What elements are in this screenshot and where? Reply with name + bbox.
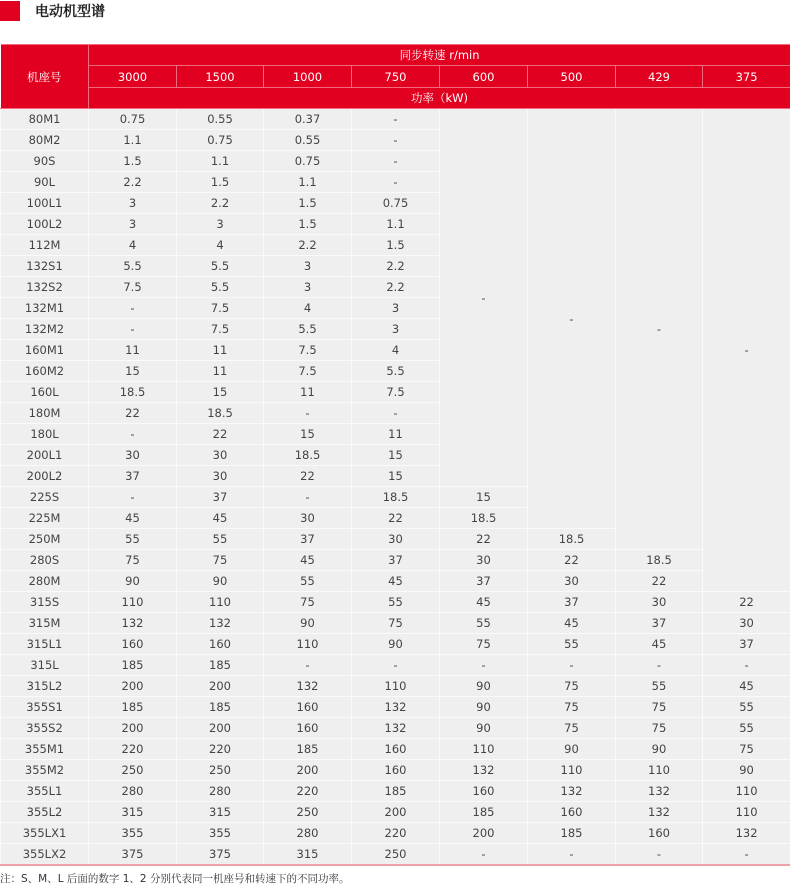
power-cell: 4 <box>177 235 264 256</box>
model-cell: 80M2 <box>1 130 89 151</box>
model-cell: 180M <box>1 403 89 424</box>
model-cell: 160M2 <box>1 361 89 382</box>
power-cell: 30 <box>440 550 528 571</box>
model-cell: 355S2 <box>1 718 89 739</box>
power-cell: 18.5 <box>89 382 177 403</box>
speed-header-600: 600 <box>440 66 528 88</box>
power-cell: 37 <box>616 613 703 634</box>
power-cell: 160 <box>440 781 528 802</box>
power-cell: 110 <box>616 760 703 781</box>
power-cell: - <box>352 403 440 424</box>
power-cell: 185 <box>264 739 352 760</box>
power-cell: 132 <box>528 781 616 802</box>
power-cell: 90 <box>440 676 528 697</box>
merged-cell-500: - <box>528 109 616 529</box>
power-cell: 375 <box>177 844 264 866</box>
power-cell: 0.75 <box>89 109 177 130</box>
power-cell: 55 <box>703 697 790 718</box>
power-cell: - <box>352 655 440 676</box>
power-cell: 30 <box>703 613 790 634</box>
power-cell: 250 <box>264 802 352 823</box>
table-row <box>1 592 790 613</box>
power-cell: 1.1 <box>352 214 440 235</box>
table-row <box>1 676 790 697</box>
power-cell: 90 <box>89 571 177 592</box>
power-cell: 110 <box>703 781 790 802</box>
power-cell: 110 <box>703 802 790 823</box>
power-cell: 132 <box>616 781 703 802</box>
table-body <box>1 109 790 866</box>
power-cell: 110 <box>528 760 616 781</box>
power-unit-header: 功率（kW) <box>89 88 790 109</box>
power-cell: - <box>352 130 440 151</box>
power-cell: 22 <box>264 466 352 487</box>
power-cell: 11 <box>264 382 352 403</box>
power-cell: 45 <box>703 676 790 697</box>
power-cell: 1.5 <box>177 172 264 193</box>
power-cell: 1.5 <box>352 235 440 256</box>
model-cell: 100L2 <box>1 214 89 235</box>
power-cell: - <box>89 298 177 319</box>
power-cell: 15 <box>440 487 528 508</box>
power-cell: 37 <box>703 634 790 655</box>
table-row <box>1 571 790 592</box>
power-cell: - <box>616 655 703 676</box>
power-cell: 250 <box>89 760 177 781</box>
power-cell: 200 <box>264 760 352 781</box>
power-cell: 75 <box>528 697 616 718</box>
power-cell: 90 <box>440 697 528 718</box>
model-cell: 250M <box>1 529 89 550</box>
power-cell: 15 <box>89 361 177 382</box>
power-cell: - <box>89 487 177 508</box>
power-cell: 280 <box>89 781 177 802</box>
power-cell: 220 <box>264 781 352 802</box>
power-cell: 2.2 <box>177 193 264 214</box>
merged-cell-600: - <box>440 109 528 487</box>
power-cell: 30 <box>177 466 264 487</box>
power-cell: 1.1 <box>264 172 352 193</box>
power-cell: - <box>264 487 352 508</box>
power-cell: 55 <box>352 592 440 613</box>
power-cell: 220 <box>177 739 264 760</box>
power-cell: 5.5 <box>264 319 352 340</box>
table-row <box>1 613 790 634</box>
power-cell: 55 <box>616 676 703 697</box>
power-cell: 4 <box>352 340 440 361</box>
power-cell: 132 <box>264 676 352 697</box>
power-cell: 15 <box>177 382 264 403</box>
power-cell: 7.5 <box>352 382 440 403</box>
power-cell: 22 <box>177 424 264 445</box>
model-cell: 200L2 <box>1 466 89 487</box>
model-cell: 355M1 <box>1 739 89 760</box>
power-cell: 315 <box>89 802 177 823</box>
speed-header-750: 750 <box>352 66 440 88</box>
power-cell: 45 <box>616 634 703 655</box>
page-title: 电动机型谱 <box>35 4 105 20</box>
power-cell: 4 <box>264 298 352 319</box>
power-cell: 355 <box>89 823 177 844</box>
model-cell: 200L1 <box>1 445 89 466</box>
speed-header-1000: 1000 <box>264 66 352 88</box>
power-cell: - <box>352 172 440 193</box>
power-cell: 1.5 <box>89 151 177 172</box>
power-cell: 90 <box>352 634 440 655</box>
power-cell: 15 <box>264 424 352 445</box>
model-cell: 90S <box>1 151 89 172</box>
power-cell: 75 <box>440 634 528 655</box>
model-cell: 315M <box>1 613 89 634</box>
table-row <box>1 844 790 866</box>
power-cell: 45 <box>264 550 352 571</box>
power-cell: 18.5 <box>177 403 264 424</box>
power-cell: 30 <box>89 445 177 466</box>
power-cell: 37 <box>440 571 528 592</box>
power-cell: 110 <box>89 592 177 613</box>
power-cell: 18.5 <box>264 445 352 466</box>
power-cell: 18.5 <box>440 508 528 529</box>
power-cell: - <box>528 655 616 676</box>
power-cell: 0.55 <box>177 109 264 130</box>
model-cell: 280S <box>1 550 89 571</box>
power-cell: 2.2 <box>264 235 352 256</box>
power-cell: - <box>528 844 616 866</box>
power-cell: 22 <box>703 592 790 613</box>
table-row <box>1 718 790 739</box>
power-cell: 7.5 <box>177 319 264 340</box>
power-cell: 132 <box>616 802 703 823</box>
power-cell: - <box>616 844 703 866</box>
power-cell: 30 <box>177 445 264 466</box>
power-cell: 30 <box>352 529 440 550</box>
power-cell: 55 <box>177 529 264 550</box>
power-cell: 280 <box>264 823 352 844</box>
power-cell: 90 <box>177 571 264 592</box>
power-cell: 30 <box>264 508 352 529</box>
model-cell: 90L <box>1 172 89 193</box>
table-row <box>1 760 790 781</box>
power-cell: 7.5 <box>177 298 264 319</box>
power-cell: 375 <box>89 844 177 866</box>
model-cell: 355L1 <box>1 781 89 802</box>
speed-header-3000: 3000 <box>89 66 177 88</box>
power-cell: 200 <box>177 718 264 739</box>
model-cell: 100L1 <box>1 193 89 214</box>
power-cell: 37 <box>89 466 177 487</box>
model-cell: 160M1 <box>1 340 89 361</box>
power-cell: 11 <box>177 361 264 382</box>
power-cell: 185 <box>440 802 528 823</box>
power-cell: 0.37 <box>264 109 352 130</box>
power-cell: 160 <box>616 823 703 844</box>
power-cell: - <box>703 844 790 866</box>
power-cell: 37 <box>352 550 440 571</box>
power-cell: 110 <box>352 676 440 697</box>
power-cell: 250 <box>177 760 264 781</box>
power-cell: 220 <box>89 739 177 760</box>
power-cell: 90 <box>264 613 352 634</box>
power-cell: 200 <box>89 718 177 739</box>
power-cell: 11 <box>352 424 440 445</box>
power-cell: 55 <box>528 634 616 655</box>
table-row <box>1 550 790 571</box>
power-cell: 160 <box>352 739 440 760</box>
speed-header-429: 429 <box>616 66 703 88</box>
power-cell: 45 <box>89 508 177 529</box>
power-cell: - <box>89 424 177 445</box>
power-cell: 1.5 <box>264 193 352 214</box>
power-cell: 132 <box>352 697 440 718</box>
power-cell: 18.5 <box>616 550 703 571</box>
power-cell: 55 <box>89 529 177 550</box>
power-cell: 75 <box>264 592 352 613</box>
model-cell: 315L <box>1 655 89 676</box>
power-cell: 3 <box>89 214 177 235</box>
power-cell: 185 <box>352 781 440 802</box>
model-cell: 225M <box>1 508 89 529</box>
power-cell: 15 <box>352 466 440 487</box>
section-title-bar <box>0 0 105 22</box>
power-cell: 5.5 <box>177 277 264 298</box>
power-cell: 37 <box>177 487 264 508</box>
power-cell: 355 <box>177 823 264 844</box>
power-cell: 5.5 <box>89 256 177 277</box>
header-row-speed-title <box>1 45 790 66</box>
power-cell: 2.2 <box>352 277 440 298</box>
power-cell: 185 <box>177 697 264 718</box>
model-cell: 112M <box>1 235 89 256</box>
power-cell: 1.5 <box>264 214 352 235</box>
power-cell: 132 <box>703 823 790 844</box>
power-cell: 160 <box>528 802 616 823</box>
power-cell: 45 <box>352 571 440 592</box>
power-cell: 110 <box>177 592 264 613</box>
model-column-header: 机座号 <box>1 45 89 109</box>
power-cell: - <box>89 319 177 340</box>
power-cell: 75 <box>528 676 616 697</box>
model-cell: 132S2 <box>1 277 89 298</box>
power-cell: 5.5 <box>352 361 440 382</box>
power-cell: - <box>352 151 440 172</box>
power-cell: 22 <box>528 550 616 571</box>
table-row <box>1 823 790 844</box>
power-cell: 3 <box>264 277 352 298</box>
speed-header-375: 375 <box>703 66 790 88</box>
power-cell: 0.55 <box>264 130 352 151</box>
power-cell: 110 <box>440 739 528 760</box>
power-cell: 22 <box>616 571 703 592</box>
power-cell: 22 <box>352 508 440 529</box>
model-cell: 132S1 <box>1 256 89 277</box>
power-cell: - <box>703 655 790 676</box>
power-cell: 1.1 <box>177 151 264 172</box>
power-cell: 0.75 <box>264 151 352 172</box>
power-cell: 90 <box>528 739 616 760</box>
power-cell: 7.5 <box>264 361 352 382</box>
power-cell: 30 <box>528 571 616 592</box>
motor-spec-table <box>0 44 790 866</box>
power-cell: - <box>440 844 528 866</box>
power-cell: 75 <box>352 613 440 634</box>
power-cell: 7.5 <box>89 277 177 298</box>
table-row <box>1 109 790 130</box>
power-cell: 22 <box>440 529 528 550</box>
power-cell: 18.5 <box>528 529 616 550</box>
model-cell: 355S1 <box>1 697 89 718</box>
model-cell: 355L2 <box>1 802 89 823</box>
power-cell: 160 <box>264 697 352 718</box>
power-cell: 5.5 <box>177 256 264 277</box>
power-cell: 185 <box>177 655 264 676</box>
power-cell: 1.1 <box>89 130 177 151</box>
table-row <box>1 697 790 718</box>
power-cell: 55 <box>264 571 352 592</box>
power-cell: 15 <box>352 445 440 466</box>
power-cell: 0.75 <box>352 193 440 214</box>
power-cell: 315 <box>264 844 352 866</box>
model-cell: 355LX2 <box>1 844 89 866</box>
power-cell: 37 <box>264 529 352 550</box>
model-cell: 132M2 <box>1 319 89 340</box>
model-cell: 315S <box>1 592 89 613</box>
power-cell: 185 <box>89 697 177 718</box>
power-cell: 200 <box>89 676 177 697</box>
power-cell: - <box>264 403 352 424</box>
power-cell: 160 <box>264 718 352 739</box>
footnote: 注：S、M、L 后面的数字 1、2 分别代表同一机座号和转速下的不同功率。 <box>0 873 350 885</box>
power-cell: 132 <box>440 760 528 781</box>
power-cell: - <box>352 109 440 130</box>
power-cell: 250 <box>352 844 440 866</box>
power-cell: 2.2 <box>89 172 177 193</box>
model-cell: 160L <box>1 382 89 403</box>
model-cell: 355M2 <box>1 760 89 781</box>
power-cell: 75 <box>528 718 616 739</box>
title-accent-square <box>0 1 20 21</box>
power-cell: 200 <box>440 823 528 844</box>
table-row <box>1 634 790 655</box>
power-cell: 37 <box>528 592 616 613</box>
model-cell: 355LX1 <box>1 823 89 844</box>
power-cell: 220 <box>352 823 440 844</box>
power-cell: - <box>440 655 528 676</box>
power-cell: 11 <box>177 340 264 361</box>
power-cell: 200 <box>352 802 440 823</box>
model-cell: 132M1 <box>1 298 89 319</box>
power-cell: 75 <box>616 697 703 718</box>
speed-group-header: 同步转速 r/min <box>89 45 790 66</box>
power-cell: 75 <box>616 718 703 739</box>
speed-header-500: 500 <box>528 66 616 88</box>
model-cell: 315L1 <box>1 634 89 655</box>
power-cell: 90 <box>440 718 528 739</box>
power-cell: 75 <box>177 550 264 571</box>
power-cell: 30 <box>616 592 703 613</box>
power-cell: 55 <box>440 613 528 634</box>
power-cell: 185 <box>89 655 177 676</box>
model-cell: 225S <box>1 487 89 508</box>
power-cell: 132 <box>177 613 264 634</box>
header-row-power <box>1 88 790 109</box>
model-cell: 315L2 <box>1 676 89 697</box>
speed-header-1500: 1500 <box>177 66 264 88</box>
power-cell: 3 <box>177 214 264 235</box>
table-row <box>1 781 790 802</box>
power-cell: 185 <box>528 823 616 844</box>
table-row <box>1 739 790 760</box>
power-cell: - <box>264 655 352 676</box>
power-cell: 4 <box>89 235 177 256</box>
table-row <box>1 802 790 823</box>
power-cell: 75 <box>89 550 177 571</box>
power-cell: 200 <box>177 676 264 697</box>
model-cell: 180L <box>1 424 89 445</box>
power-cell: 75 <box>703 739 790 760</box>
power-cell: 315 <box>177 802 264 823</box>
power-cell: 45 <box>528 613 616 634</box>
power-cell: 90 <box>703 760 790 781</box>
merged-cell-429: - <box>616 109 703 550</box>
power-cell: 160 <box>352 760 440 781</box>
power-cell: 45 <box>177 508 264 529</box>
power-cell: 0.75 <box>177 130 264 151</box>
power-cell: 280 <box>177 781 264 802</box>
model-cell: 280M <box>1 571 89 592</box>
power-cell: 45 <box>440 592 528 613</box>
power-cell: 3 <box>352 319 440 340</box>
power-cell: 132 <box>352 718 440 739</box>
power-cell: 22 <box>89 403 177 424</box>
power-cell: 132 <box>89 613 177 634</box>
power-cell: 2.2 <box>352 256 440 277</box>
power-cell: 3 <box>264 256 352 277</box>
power-cell: 55 <box>703 718 790 739</box>
power-cell: 7.5 <box>264 340 352 361</box>
table-row <box>1 655 790 676</box>
power-cell: 160 <box>177 634 264 655</box>
power-cell: 90 <box>616 739 703 760</box>
power-cell: 3 <box>89 193 177 214</box>
model-cell: 80M1 <box>1 109 89 130</box>
merged-cell-375: - <box>703 109 790 592</box>
power-cell: 3 <box>352 298 440 319</box>
power-cell: 160 <box>89 634 177 655</box>
power-cell: 18.5 <box>352 487 440 508</box>
header-row-speeds <box>1 66 790 88</box>
power-cell: 110 <box>264 634 352 655</box>
power-cell: 11 <box>89 340 177 361</box>
